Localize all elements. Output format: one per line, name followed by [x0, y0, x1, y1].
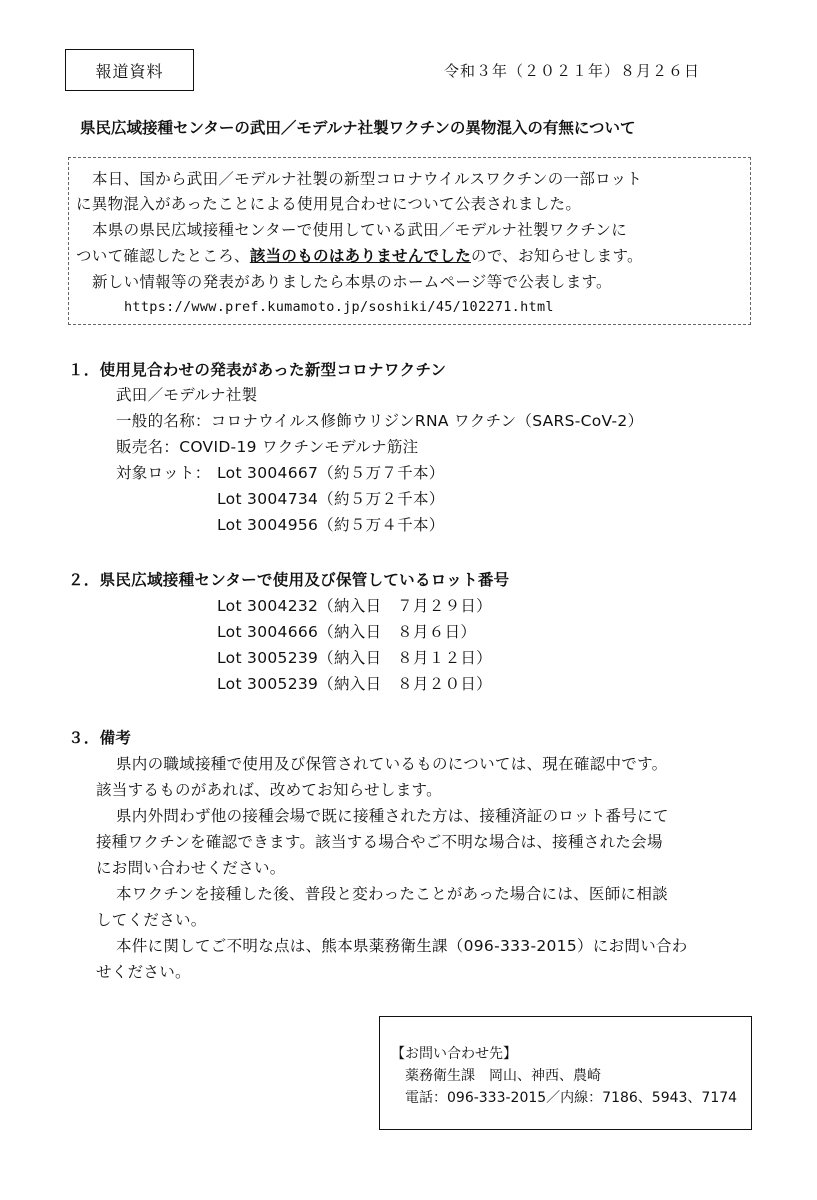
section1-heading: １．使用見合わせの発表があった新型コロナワクチン — [68, 361, 447, 379]
remarks-line: せください。 — [96, 963, 191, 981]
release-date: 令和３年（２０２１年）８月２６日 — [444, 62, 701, 80]
remarks-line: してください。 — [96, 911, 207, 929]
vaccine-generic-name: 一般的名称：コロナウイルス修飾ウリジンRNA ワクチン（SARS-CoV-2） — [116, 412, 644, 430]
target-lots-label: 対象ロット： — [116, 464, 211, 482]
remarks-line: にお問い合わせください。 — [96, 859, 286, 877]
contact-heading: 【お問い合わせ先】 — [391, 1046, 517, 1062]
remarks-line: 県内外問わず他の接種会場で既に接種された方は、接種済証のロット番号にて — [116, 807, 669, 825]
remarks-line: 県内の職域接種で使用及び保管されているものについては、現在確認中です。 — [116, 755, 668, 773]
notice-text: ついて確認したところ、 — [76, 247, 250, 265]
target-lot: Lot 3004956（約５万４千本） — [217, 516, 445, 534]
press-release-label — [65, 49, 194, 91]
vaccine-maker: 武田／モデルナ社製 — [116, 386, 258, 404]
center-lot: Lot 3004666（納入日 ８月６日） — [217, 623, 477, 641]
remarks-line: 該当するものがあれば、改めてお知らせします。 — [96, 781, 442, 799]
contact-phone: 電話：096-333-2015／内線：7186、5943、7174 — [405, 1090, 738, 1106]
remarks-line: 接種ワクチンを確認できます。該当する場合やご不明な場合は、接種された会場 — [96, 833, 663, 851]
target-lot: Lot 3004734（約５万２千本） — [217, 490, 445, 508]
notice-line: に異物混入があったことによる使用見合わせについて公表されました。 — [76, 195, 582, 213]
notice-line: 本県の県民広域接種センターで使用している武田／モデルナ社製ワクチンに — [92, 221, 628, 239]
target-lot: Lot 3004667（約５万７千本） — [217, 464, 445, 482]
section3-heading: ３．備考 — [68, 729, 132, 747]
document-title: 県民広域接種センターの武田／モデルナ社製ワクチンの異物混入の有無について — [80, 119, 636, 137]
remarks-line: 本ワクチンを接種した後、普段と変わったことがあった場合には、医師に相談 — [116, 885, 668, 903]
notice-text: ので、お知らせします。 — [471, 247, 643, 265]
vaccine-brand-name: 販売名：COVID-19 ワクチンモデルナ筋注 — [116, 438, 419, 456]
section2-heading: ２．県民広域接種センターで使用及び保管しているロット番号 — [68, 571, 510, 589]
notice-line: 本日、国から武田／モデルナ社製の新型コロナウイルスワクチンの一部ロット — [92, 170, 643, 188]
notice-emphasis: 該当のものはありませんでした — [249, 247, 472, 265]
center-lot: Lot 3005239（納入日 ８月１２日） — [217, 649, 492, 667]
contact-staff: 薬務衛生課 岡山、神西、農崎 — [405, 1068, 601, 1084]
homepage-url[interactable]: https://www.pref.kumamoto.jp/soshiki/45/102271.html — [124, 299, 554, 315]
center-lot: Lot 3005239（納入日 ８月２０日） — [217, 675, 492, 693]
notice-line — [76, 244, 643, 266]
center-lot: Lot 3004232（納入日 ７月２９日） — [217, 597, 492, 615]
press-release-label-text: 報道資料 — [95, 61, 164, 81]
notice-line: 新しい情報等の発表がありましたら本県のホームページ等で公表します。 — [92, 273, 612, 291]
remarks-line: 本件に関してご不明な点は、熊本県薬務衛生課（096-333-2015）にお問い合わ — [116, 937, 688, 955]
